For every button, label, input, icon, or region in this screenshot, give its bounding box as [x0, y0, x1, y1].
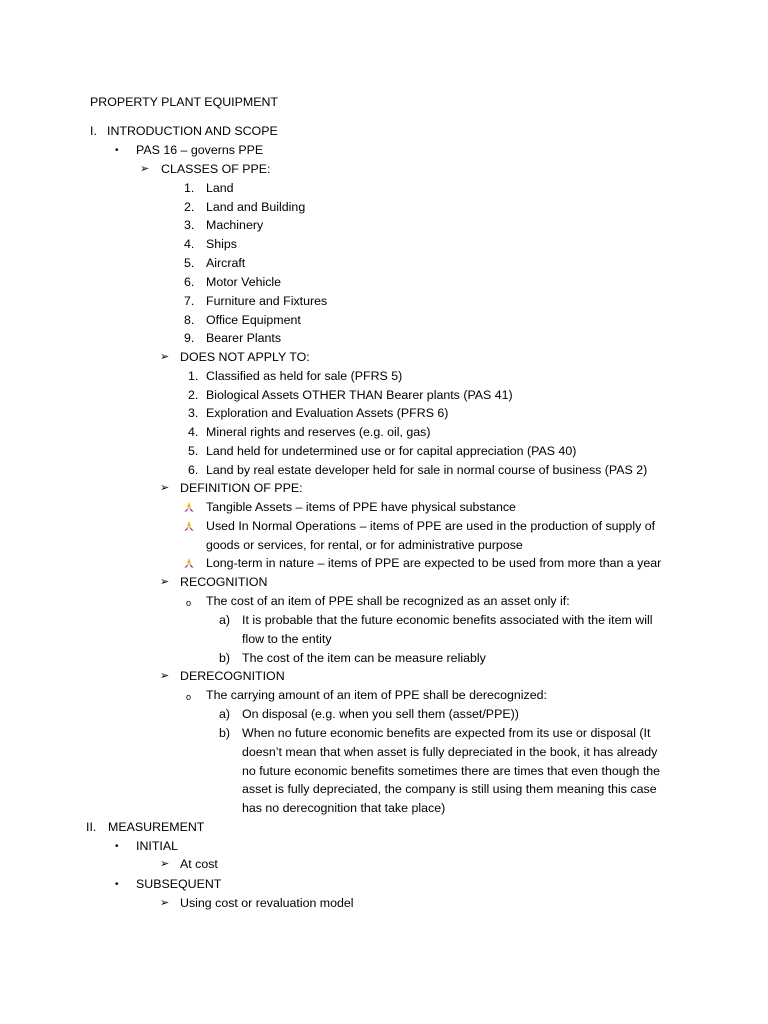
section-number: II.	[86, 820, 97, 834]
section-number: I.	[90, 124, 97, 138]
definition-text: goods or services, for rental, or for administrative purpose	[206, 538, 523, 552]
recognition-intro-text: The cost of an item of PPE shall be recognized as an asset only if:	[206, 594, 570, 608]
definition-heading-text: DEFINITION OF PPE:	[180, 481, 303, 495]
criterion-label: a)	[219, 707, 231, 721]
item-text: Motor Vehicle	[206, 275, 282, 289]
arrow-bullet-icon: ➢	[160, 576, 170, 588]
criterion-text: On disposal (e.g. when you sell them (asset/PPE))	[242, 707, 519, 721]
subsequent-sub-text: Using cost or revaluation model	[180, 896, 354, 910]
item-text: Land held for undetermined use or for capital appreciation (PAS 40)	[206, 444, 577, 458]
arrow-bullet-icon: ➢	[140, 163, 150, 175]
item-text: Machinery	[206, 218, 264, 232]
criterion-label: b)	[219, 651, 231, 665]
item-number: 3.	[184, 218, 195, 232]
item-number: 9.	[184, 331, 195, 345]
section-heading: INTRODUCTION AND SCOPE	[107, 124, 278, 138]
item-text: Land by real estate developer held for sale in normal course of business (PAS 2)	[206, 463, 648, 477]
item-number: 8.	[184, 313, 195, 327]
bullet-icon: •	[115, 841, 119, 852]
bullet-icon: •	[115, 145, 119, 156]
title-text: PROPERTY PLANT EQUIPMENT	[90, 95, 278, 109]
circle-bullet-icon: o	[186, 692, 192, 702]
criterion-text: The cost of the item can be measure reliably	[242, 651, 486, 665]
definition-text: Tangible Assets – items of PPE have physical substance	[206, 500, 516, 514]
criterion-text: It is probable that the future economic benefits associated with the item will	[242, 613, 653, 627]
arrow-bullet-icon: ➢	[160, 351, 170, 363]
item-number: 1.	[184, 181, 195, 195]
item-number: 2.	[188, 388, 199, 402]
criterion-label: b)	[219, 726, 231, 740]
item-text: Furniture and Fixtures	[206, 294, 328, 308]
criterion-text: asset is fully depreciated, the company is still using them meaning this case	[242, 782, 657, 796]
pas16-text: PAS 16 – governs PPE	[136, 143, 264, 157]
classes-heading-text: CLASSES OF PPE:	[161, 162, 271, 176]
arrow-bullet-icon: ➢	[160, 670, 170, 682]
item-text: Land	[206, 181, 234, 195]
item-text: Mineral rights and reserves (e.g. oil, gas)	[206, 425, 431, 439]
pin-bullet-icon	[184, 502, 194, 512]
circle-bullet-icon: o	[186, 598, 192, 608]
item-text: Classified as held for sale (PFRS 5)	[206, 369, 403, 383]
item-number: 3.	[188, 406, 199, 420]
item-number: 4.	[188, 425, 199, 439]
item-number: 6.	[184, 275, 195, 289]
pin-bullet-icon	[184, 558, 194, 568]
subsequent-label: SUBSEQUENT	[136, 877, 222, 891]
item-number: 1.	[188, 369, 199, 383]
not-apply-heading-text: DOES NOT APPLY TO:	[180, 350, 310, 364]
arrow-bullet-icon: ➢	[160, 897, 170, 909]
item-number: 5.	[188, 444, 199, 458]
criterion-label: a)	[219, 613, 231, 627]
derecognition-heading-text: DERECOGNITION	[180, 669, 285, 683]
item-text: Land and Building	[206, 200, 306, 214]
derecognition-intro-text: The carrying amount of an item of PPE shall be derecognized:	[206, 688, 547, 702]
criterion-text: has no derecognition that take place)	[242, 801, 446, 815]
item-number: 7.	[184, 294, 195, 308]
item-text: Aircraft	[206, 256, 246, 270]
item-number: 2.	[184, 200, 195, 214]
item-number: 6.	[188, 463, 199, 477]
initial-sub-text: At cost	[180, 857, 218, 871]
item-text: Biological Assets OTHER THAN Bearer plants (PAS 41)	[206, 388, 513, 402]
criterion-text: no future economic benefits sometimes there are times that even though the	[242, 764, 661, 778]
definition-text: Used In Normal Operations – items of PPE are used in the production of supply of	[206, 519, 656, 533]
item-text: Office Equipment	[206, 313, 301, 327]
definition-text: Long-term in nature – items of PPE are expected to be used from more than a year	[206, 556, 662, 570]
pin-bullet-icon	[184, 521, 194, 531]
item-text: Bearer Plants	[206, 331, 282, 345]
item-number: 5.	[184, 256, 195, 270]
criterion-text: doesn’t mean that when asset is fully depreciated in the book, it has already	[242, 745, 658, 759]
section-heading: MEASUREMENT	[108, 820, 205, 834]
arrow-bullet-icon: ➢	[160, 858, 170, 870]
recognition-heading-text: RECOGNITION	[180, 575, 268, 589]
arrow-bullet-icon: ➢	[160, 482, 170, 494]
criterion-text: flow to the entity	[242, 632, 332, 646]
criterion-text: When no future economic benefits are expected from its use or disposal (It	[242, 726, 651, 740]
initial-label: INITIAL	[136, 839, 178, 853]
item-text: Exploration and Evaluation Assets (PFRS 6)	[206, 406, 449, 420]
bullet-icon: •	[115, 879, 119, 890]
item-text: Ships	[206, 237, 237, 251]
item-number: 4.	[184, 237, 195, 251]
